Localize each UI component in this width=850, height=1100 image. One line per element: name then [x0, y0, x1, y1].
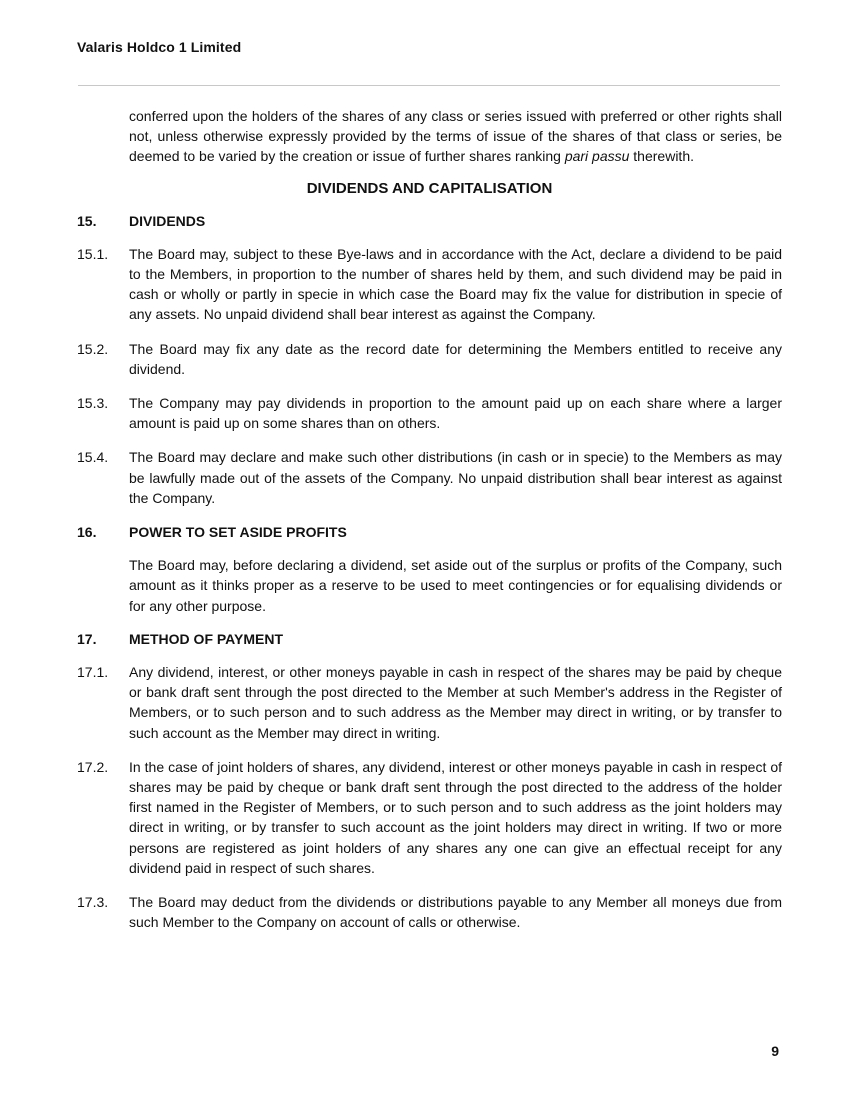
clause-16-heading	[77, 522, 782, 542]
clause-title: METHOD OF PAYMENT	[129, 630, 284, 647]
section-title: DIVIDENDS AND CAPITALISATION	[306, 179, 553, 197]
subclause-number: 15.4.	[77, 449, 109, 466]
subclause-text: In the case of joint holders of shares, any dividend, interest or other moneys payable in cash in respect of shares may be paid by cheque or bank draft sent through the post directed to the address of the holder first named in the Register of Members, or to such person and to such address as the joint holders may direct in writing, or by transfer to such account as the joint holders may direct in writing. If two or more persons are registered as joint holders of any shares any one can give an effectual receipt for any dividend paid in respect of such shares.	[129, 758, 782, 876]
subclause-number: 15.2.	[77, 340, 109, 357]
subclause-text: The Board may deduct from the dividends or distributions payable to any Member all moneys due from such Member to the Company on account of calls or otherwise.	[129, 894, 782, 931]
subclause-17-2	[77, 757, 782, 878]
subclause-number: 17.2.	[77, 758, 109, 775]
intro-paragraph	[129, 106, 782, 167]
document-body	[77, 106, 782, 947]
clause-number: 16.	[77, 524, 97, 541]
clause-15-heading	[77, 211, 782, 231]
clause-16-text: The Board may, before declaring a dividend, set aside out of the surplus or profits of the Company, such amount as it thinks proper as a reserve to be used to meet contingencies or for equalising dividends or for any other purpose.	[129, 557, 782, 614]
subclause-number: 15.1.	[77, 245, 109, 262]
subclause-text: The Board may, subject to these Bye-laws and in accordance with the Act, declare a dividend to be paid to the Members, in proportion to the number of shares held by them, and such dividend may be paid in cash or wholly or partly in specie in which case the Board may fix the value for distribution in specie of any assets. No unpaid dividend shall bear interest as against the Company.	[129, 245, 782, 323]
subclause-number: 17.1.	[77, 664, 109, 681]
subclause-text: The Company may pay dividends in proportion to the amount paid up on each share where a larger amount is paid up on some shares than on others.	[129, 395, 782, 432]
subclause-15-2	[77, 339, 782, 379]
subclause-15-3	[77, 393, 782, 433]
page-number: 9	[771, 1043, 779, 1059]
subclause-15-4	[77, 447, 782, 508]
clause-number: 15.	[77, 212, 97, 229]
subclause-17-3	[77, 892, 782, 932]
intro-italic-term: pari passu	[564, 148, 630, 165]
subclause-text: Any dividend, interest, or other moneys payable in cash in respect of the shares may be paid by cheque or bank draft sent through the post directed to the Member at such Member's address in the Register of Members, or to such person and to such address as the Member may direct in writing, or by transfer to such account as the Member may direct in writing.	[129, 664, 782, 741]
clause-17-heading	[77, 629, 782, 649]
clause-title: DIVIDENDS	[129, 212, 206, 229]
intro-text-after: therewith.	[629, 148, 694, 165]
subclause-text: The Board may declare and make such other distributions (in cash or in specie) to the Members as may be lawfully made out of the assets of the Company. No unpaid distribution shall bear interest as against the Company.	[129, 449, 782, 506]
subclause-number: 17.3.	[77, 894, 109, 911]
intro-text-before: conferred upon the holders of the shares of any class or series issued with preferred or other rights shall not, unless otherwise expressly provided by the terms of issue of the shares of that class or series, be deemed to be varied by the creation or issue of further shares ranking	[129, 108, 782, 165]
clause-title: POWER TO SET ASIDE PROFITS	[129, 524, 347, 541]
header-divider	[78, 85, 780, 86]
header-company-name: Valaris Holdco 1 Limited	[77, 39, 242, 55]
clause-number: 17.	[77, 630, 97, 647]
subclause-17-1	[77, 662, 782, 743]
subclause-15-1	[77, 244, 782, 325]
subclause-text: The Board may fix any date as the record date for determining the Members entitled to receive any dividend.	[129, 340, 782, 377]
subclause-number: 15.3.	[77, 395, 109, 412]
